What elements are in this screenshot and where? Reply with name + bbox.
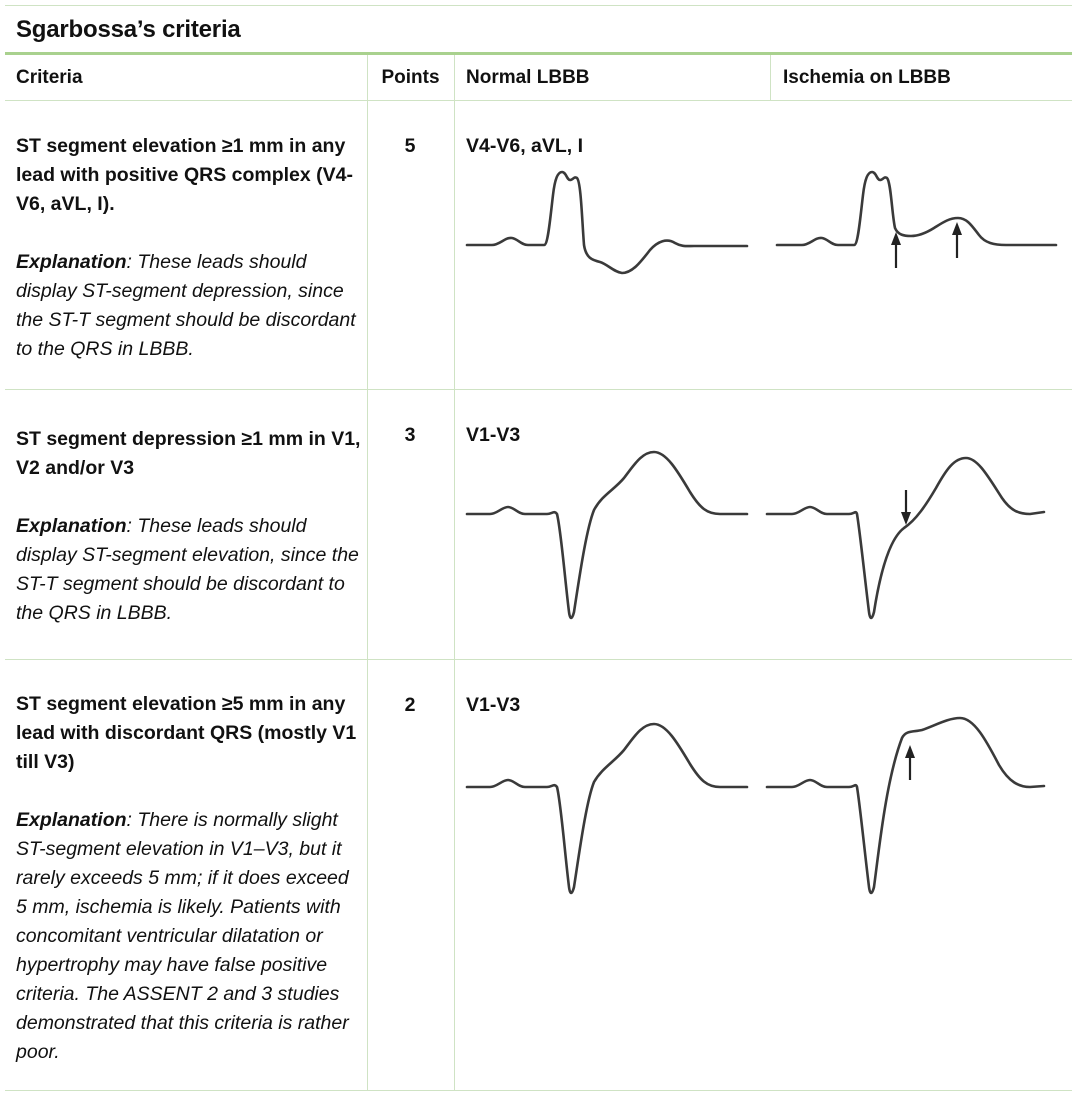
ecg-ischemia-lbbb-row1 (774, 160, 1074, 290)
column-divider (367, 55, 368, 1090)
ecg-normal-lbbb-row3 (462, 710, 762, 900)
explanation-text (16, 512, 361, 628)
column-divider (770, 55, 771, 101)
header-normal-lbbb: Normal LBBB (454, 55, 770, 101)
ecg-ischemia-lbbb-row2 (764, 440, 1064, 630)
explanation-label: Explanation (16, 809, 127, 831)
header-ischemia-lbbb: Ischemia on LBBB (770, 55, 1072, 101)
header-criteria: Criteria (5, 55, 367, 101)
leads-label: V1-V3 (466, 694, 521, 716)
criterion-cell (16, 690, 361, 1067)
explanation-label: Explanation (16, 251, 127, 273)
explanation-text (16, 806, 361, 1067)
criterion-text: ST segment elevation ≥1 mm in any lead with positive QRS complex (V4-V6, aVL, I). (16, 135, 353, 215)
explanation-body: : There is normally slight ST-segment elevation in V1–V3, but it rarely exceeds 5 mm; if it does exceed 5 mm, ischemia is likely. Patients with concomitant ventricular dilatation or hypertrophy may have false positive criteria. The ASSENT 2 and 3 studies demonstrated that this criteria is rather poor. (16, 809, 349, 1063)
leads-label: V4-V6, aVL, I (466, 135, 584, 157)
row-divider (5, 1090, 1072, 1091)
points-value: 2 (404, 694, 416, 716)
title-bar (5, 10, 1072, 55)
row-divider (5, 389, 1072, 390)
criterion-text: ST segment elevation ≥5 mm in any lead with discordant QRS (mostly V1 till V3) (16, 693, 357, 773)
explanation-text (16, 248, 361, 364)
ecg-normal-lbbb-row1 (462, 160, 762, 290)
ecg-normal-lbbb-row2 (462, 440, 762, 630)
row-divider (5, 659, 1072, 660)
ecg-ischemia-lbbb-row3 (764, 710, 1064, 900)
table-title: Sgarbossa’s criteria (16, 16, 241, 43)
header-points: Points (367, 55, 454, 101)
points-value: 3 (404, 424, 416, 446)
leads-label: V1-V3 (466, 424, 521, 446)
points-value: 5 (404, 135, 416, 157)
explanation-body: : These leads should display ST-segment elevation, since the ST-T segment should be discordant to the QRS in LBBB. (16, 515, 359, 624)
explanation-label: Explanation (16, 515, 127, 537)
top-rule (5, 5, 1072, 6)
criterion-cell (16, 425, 361, 628)
criterion-text: ST segment depression ≥1 mm in V1, V2 and/or V3 (16, 428, 361, 479)
explanation-body: : These leads should display ST-segment depression, since the ST-T segment should be discordant to the QRS in LBBB. (16, 251, 356, 360)
column-divider (454, 55, 455, 1090)
criterion-cell (16, 132, 361, 364)
